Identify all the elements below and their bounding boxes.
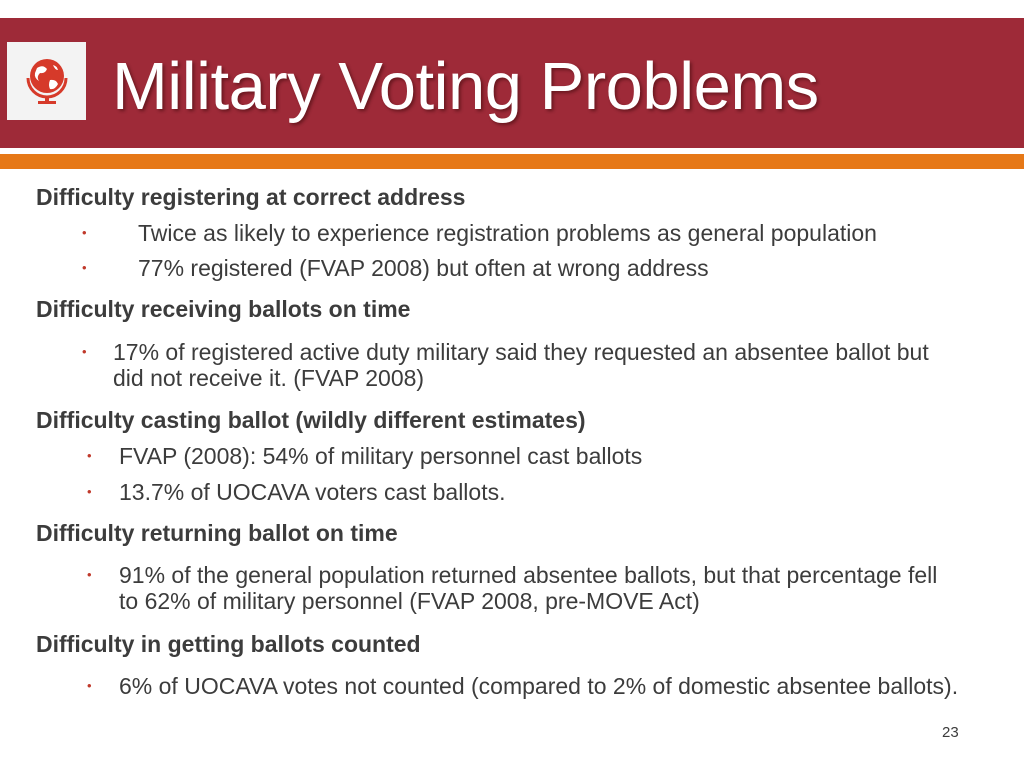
logo-box — [7, 42, 86, 120]
bullet-text: 6% of UOCAVA votes not counted (compared to 2% of domestic absentee ballots). — [119, 673, 959, 699]
section-heading-returning: Difficulty returning ballot on time — [36, 520, 398, 546]
accent-rule — [0, 154, 1024, 169]
section-heading-casting: Difficulty casting ballot (wildly different estimates) — [36, 407, 586, 433]
bullet-dot: • — [87, 448, 92, 463]
bullet-dot: • — [87, 678, 92, 693]
bullet-text: FVAP (2008): 54% of military personnel cast ballots — [119, 443, 643, 469]
bullet-text: 77% registered (FVAP 2008) but often at wrong address — [138, 255, 709, 281]
slide-title: Military Voting Problems — [112, 49, 819, 124]
globe-icon — [23, 56, 71, 106]
bullet-dot: • — [87, 567, 92, 582]
bullet-dot: • — [82, 260, 87, 275]
bullet-dot: • — [82, 344, 87, 359]
bullet-text: 13.7% of UOCAVA voters cast ballots. — [119, 479, 506, 505]
section-heading-counted: Difficulty in getting ballots counted — [36, 631, 421, 657]
section-heading-registering: Difficulty registering at correct address — [36, 184, 466, 210]
section-heading-receiving: Difficulty receiving ballots on time — [36, 296, 411, 322]
bullet-dot: • — [87, 484, 92, 499]
bullet-text: 91% of the general population returned absentee ballots, but that percentage fell to 62% of military personnel (FVAP 2008, pre-MOVE Act) — [119, 562, 938, 614]
bullet-text: Twice as likely to experience registration problems as general population — [138, 220, 877, 246]
bullet-dot: • — [82, 225, 87, 240]
page-number: 23 — [942, 724, 959, 741]
bullet-text: 17% of registered active duty military said they requested an absentee ballot but did not receive it. (FVAP 2008) — [113, 339, 929, 391]
